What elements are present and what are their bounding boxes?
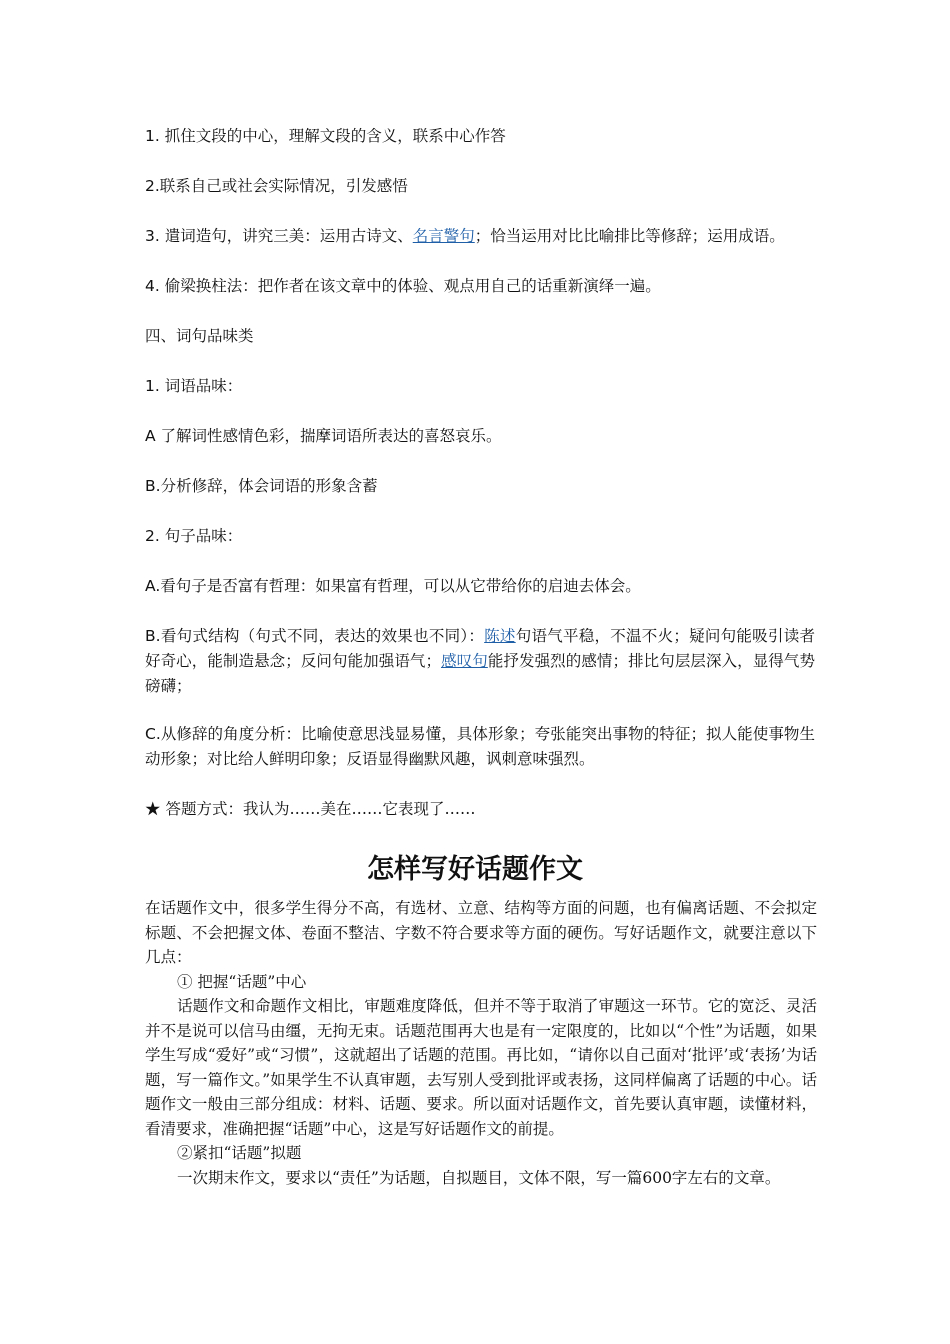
link-exclamatory[interactable]: 感叹句 (440, 652, 488, 670)
link-famous-quotes[interactable]: 名言警句 (412, 227, 475, 245)
answer-format: ★ 答题方式：我认为……美在……它表现了…… (145, 800, 476, 818)
point-1-heading: ① 把握“话题”中心 (177, 972, 307, 991)
word-point-b: B.分析修辞，体会词语的形象含蓄 (145, 477, 378, 495)
word-appreciation-heading: 1. 词语品味： (145, 377, 243, 395)
sentence-point-c: C.从修辞的角度分析：比喻使意思浅显易懂，具体形象；夸张能突出事物的特征；拟人能使事物生动形象；对比给人鲜明印象；反语显得幽默风趣，讽刺意味强烈。 (145, 725, 815, 768)
answer-tip-2: 2.联系自己或社会实际情况，引发感悟 (145, 177, 408, 195)
answer-tip-3: 3. 遣词造句，讲究三美：运用古诗文、名言警句；恰当运用对比比喻排比等修辞；运用成语。 (145, 227, 785, 245)
word-point-a: A 了解词性感情色彩，揣摩词语所表达的喜怒哀乐。 (145, 427, 502, 445)
section-heading-4: 四、词句品味类 (145, 327, 254, 345)
article-title: 怎样写好话题作文 (367, 854, 583, 885)
point-2-paragraph: 一次期末作文，要求以“责任”为话题，自拟题目，文体不限，写一篇600字左右的文章。 (177, 1168, 781, 1187)
answer-tip-1: 1. 抓住文段的中心，理解文段的含义，联系中心作答 (145, 127, 506, 145)
point-2-heading: ②紧扣“话题”拟题 (177, 1144, 302, 1162)
sentence-point-b: B.看句式结构（句式不同，表达的效果也不同）：陈述句语气平稳，不温不火；疑问句能吸引读者好奇心，能制造悬念；反问句能加强语气；感叹句能抒发强烈的感情；排比句层层深入，显得气势磅礴； (145, 627, 815, 695)
intro-paragraph: 在话题作文中，很多学生得分不高，有选材、立意、结构等方面的问题，也有偏离话题、不会拟定标题、不会把握文体、卷面不整洁、字数不符合要求等方面的硬伤。写好话题作文，就要注意以下几点： (145, 899, 817, 966)
link-declarative[interactable]: 陈述 (484, 627, 516, 645)
sentence-point-a: A.看句子是否富有哲理：如果富有哲理，可以从它带给你的启迪去体会。 (145, 577, 641, 595)
sentence-appreciation-heading: 2. 句子品味： (145, 527, 243, 545)
article-body (145, 896, 817, 1190)
point-1-paragraph: 话题作文和命题作文相比，审题难度降低，但并不等于取消了审题这一环节。它的宽泛、灵活并不是说可以信马由缰，无拘无束。话题范围再大也是有一定限度的，比如以“个性”为话题，如果学生写成“爱好”或“习惯”，这就超出了话题的范围。再比如，“请你以自己面对‘批评’或‘表扬’为话题，写一篇作文。”如果学生不认真审题，去写别人受到批评或表扬，这同样偏离了话题的中心。话题作文一般由三部分组成：材料、话题、要求。所以面对话题作文，首先要认真审题，读懂材料，看清要求，准确把握“话题”中心，这是写好话题作文的前提。 (145, 997, 817, 1138)
answer-tip-4: 4. 偷梁换柱法：把作者在该文章中的体验、观点用自己的话重新演绎一遍。 (145, 277, 661, 295)
star-icon: ★ (145, 800, 161, 818)
